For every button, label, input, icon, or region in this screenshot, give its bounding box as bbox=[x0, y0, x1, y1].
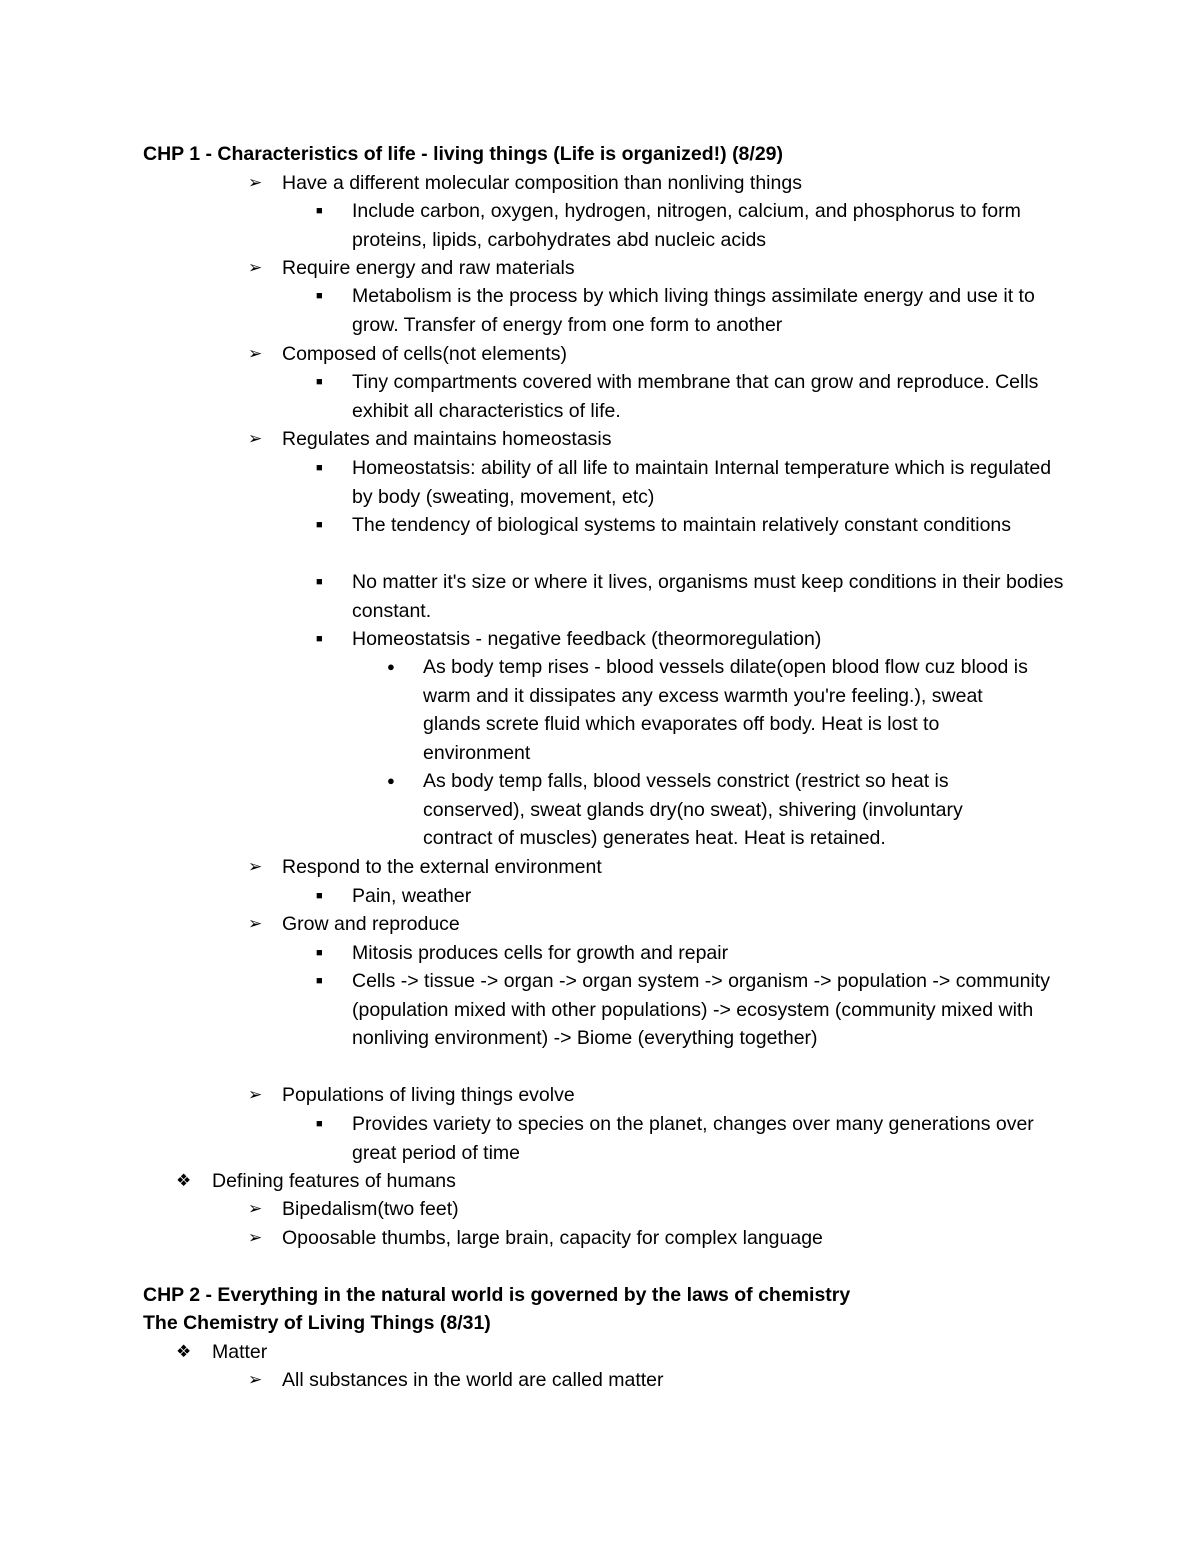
list-item: ➢ Require energy and raw materials bbox=[248, 254, 1078, 283]
list-item: ■ Tiny compartments covered with membrane that can grow and reproduce. Cells exhibit all characteristics of life. bbox=[316, 368, 1066, 425]
chapter-2-heading: CHP 2 - Everything in the natural world is governed by the laws of chemistry bbox=[143, 1284, 851, 1306]
arrow-bullet-icon: ➢ bbox=[248, 1199, 263, 1218]
arrow-bullet-icon: ➢ bbox=[248, 1228, 263, 1247]
list-item: ● As body temp falls, blood vessels constrict (restrict so heat is conserved), sweat glands dry(no sweat), shivering (involuntary contract of muscles) generates heat. Heat is retained. bbox=[387, 767, 1037, 853]
list-item: ➢ Regulates and maintains homeostasis bbox=[248, 425, 1078, 454]
arrow-bullet-icon: ➢ bbox=[248, 1370, 263, 1389]
list-item: ➢ Have a different molecular composition than nonliving things bbox=[248, 169, 1078, 198]
list-item: ❖ Matter bbox=[176, 1338, 1076, 1367]
square-bullet-icon: ■ bbox=[316, 947, 323, 959]
list-item: ➢ Populations of living things evolve bbox=[248, 1081, 1078, 1110]
square-bullet-icon: ■ bbox=[316, 576, 323, 588]
arrow-bullet-icon: ➢ bbox=[248, 344, 263, 363]
list-item: ➢ Bipedalism(two feet) bbox=[248, 1195, 1078, 1224]
list-item: ■ Homeostatsis - negative feedback (theormoregulation) bbox=[316, 625, 1066, 654]
list-item: ■ Mitosis produces cells for growth and repair bbox=[316, 939, 1066, 968]
list-item: ■ No matter it's size or where it lives, organisms must keep conditions in their bodies constant. bbox=[316, 568, 1066, 625]
dot-bullet-icon: ● bbox=[387, 659, 395, 674]
square-bullet-icon: ■ bbox=[316, 890, 323, 902]
chapter-1-heading: CHP 1 - Characteristics of life - living things (Life is organized!) (8/29) bbox=[143, 143, 784, 165]
list-item: ■ Homeostatsis: ability of all life to maintain Internal temperature which is regulated by body (sweating, movement, etc) bbox=[316, 454, 1066, 511]
chapter-2-subheading: The Chemistry of Living Things (8/31) bbox=[143, 1312, 491, 1334]
arrow-bullet-icon: ➢ bbox=[248, 429, 263, 448]
list-item: ➢ Respond to the external environment bbox=[248, 853, 1078, 882]
square-bullet-icon: ■ bbox=[316, 1118, 323, 1130]
diamond-bullet-icon: ❖ bbox=[176, 1171, 192, 1190]
dot-bullet-icon: ● bbox=[387, 773, 395, 788]
list-item: ➢ Opoosable thumbs, large brain, capacity for complex language bbox=[248, 1224, 1078, 1253]
list-item: ■ Cells -> tissue -> organ -> organ system -> organism -> population -> community (population mixed with other populations) -> ecosystem (community mixed with nonliving environment) -> Biome (everything together) bbox=[316, 967, 1066, 1053]
square-bullet-icon: ■ bbox=[316, 205, 323, 217]
list-item: ● As body temp rises - blood vessels dilate(open blood flow cuz blood is warm and it dissipates any excess warmth you're feeling.), sweat glands screte fluid which evaporates off body. Heat is lost to environment bbox=[387, 653, 1037, 767]
square-bullet-icon: ■ bbox=[316, 462, 323, 474]
square-bullet-icon: ■ bbox=[316, 376, 323, 388]
square-bullet-icon: ■ bbox=[316, 519, 323, 531]
arrow-bullet-icon: ➢ bbox=[248, 173, 263, 192]
arrow-bullet-icon: ➢ bbox=[248, 1085, 263, 1104]
arrow-bullet-icon: ➢ bbox=[248, 914, 263, 933]
list-item: ■ Include carbon, oxygen, hydrogen, nitrogen, calcium, and phosphorus to form proteins, lipids, carbohydrates abd nucleic acids bbox=[316, 197, 1066, 254]
diamond-bullet-icon: ❖ bbox=[176, 1342, 192, 1361]
arrow-bullet-icon: ➢ bbox=[248, 857, 263, 876]
list-item: ■ The tendency of biological systems to maintain relatively constant conditions bbox=[316, 511, 1066, 540]
square-bullet-icon: ■ bbox=[316, 633, 323, 645]
arrow-bullet-icon: ➢ bbox=[248, 258, 263, 277]
list-item: ❖ Defining features of humans bbox=[176, 1167, 1076, 1196]
list-item: ■ Provides variety to species on the planet, changes over many generations over great period of time bbox=[316, 1110, 1066, 1167]
list-item: ➢ Grow and reproduce bbox=[248, 910, 1078, 939]
list-item: ➢ Composed of cells(not elements) bbox=[248, 340, 1078, 369]
square-bullet-icon: ■ bbox=[316, 975, 323, 987]
list-item: ➢ All substances in the world are called matter bbox=[248, 1366, 1078, 1395]
list-item: ■ Pain, weather bbox=[316, 882, 1066, 911]
square-bullet-icon: ■ bbox=[316, 290, 323, 302]
list-item: ■ Metabolism is the process by which living things assimilate energy and use it to grow. Transfer of energy from one form to another bbox=[316, 282, 1066, 339]
